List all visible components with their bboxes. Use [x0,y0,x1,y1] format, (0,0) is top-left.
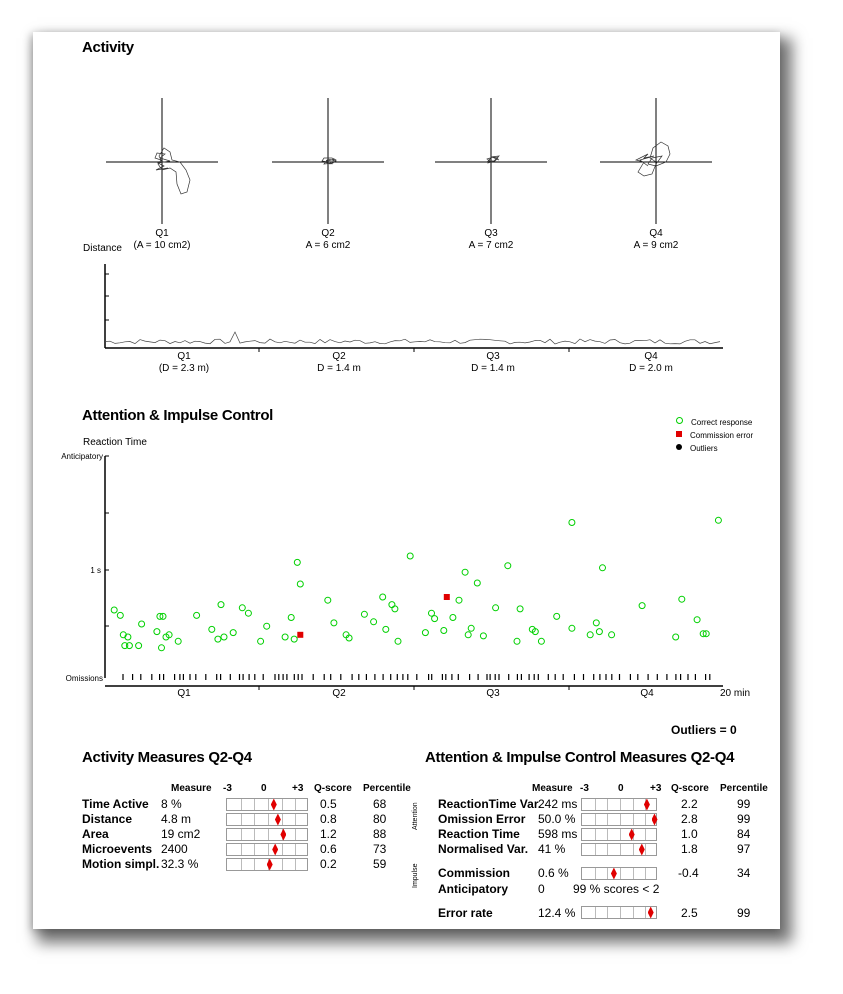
correct-response-point [462,569,468,575]
attention-measure-value: 598 ms [538,827,578,841]
quadrant-label-q2: Q2 [321,228,335,239]
correct-response-point [221,634,227,640]
scale-max-header: +3 [650,783,662,794]
outliers-count: Outliers = 0 [671,723,737,737]
quadrant-area-q2: A = 6 cm2 [305,240,351,251]
activity-q-scale [226,798,308,811]
correct-response-point [441,628,447,634]
correct-response-point [395,638,401,644]
activity-measure-label: Microevents [82,842,153,856]
error-rate-q-scale [581,906,657,919]
activity-percentile: 68 [373,797,387,811]
scale-max-header: +3 [292,783,304,794]
commission-qscore: -0.4 [678,866,699,880]
correct-response-point [480,633,486,639]
commission-error-point [297,632,303,638]
correct-response-point [450,615,456,621]
activity-q-scale [226,828,308,841]
attention-measure-label: Reaction Time [438,827,520,841]
activity-qscore: 1.2 [320,827,337,841]
correct-response-point [239,605,245,611]
commission-label: Commission [438,866,511,880]
y-tick-omissions: Omissions [65,674,103,683]
report-page [33,32,780,929]
attention-measure-value: 50.0 % [538,812,576,826]
correct-response-point [230,630,236,636]
correct-response-point [136,643,142,649]
attention-measure-value: 242 ms [538,797,578,811]
correct-response-point [456,597,462,603]
activity-measure-value: 4.8 m [161,812,192,826]
quadrant-label-q3: Q3 [484,228,498,239]
activity-qscore: 0.5 [320,797,337,811]
correct-response-point [361,611,367,617]
correct-response-point [673,634,679,640]
rt-x-label-q4: Q4 [640,688,654,699]
error-rate-percentile: 99 [737,906,751,920]
correct-response-point [468,625,474,631]
activity-percentile: 59 [373,857,387,871]
correct-response-point [209,626,215,632]
correct-response-point [514,638,520,644]
reaction-time-label: Reaction Time [83,437,147,448]
attention-measure-label: ReactionTime Var. [438,797,542,811]
correct-response-point [371,619,377,625]
attention-group-label: Attention [412,802,419,830]
activity-q-scale [226,843,308,856]
rt-x-label-q2: Q2 [332,688,346,699]
quadrant-area-q4: A = 9 cm2 [633,240,679,251]
correct-response-point [517,606,523,612]
correct-response-point [538,638,544,644]
scale-zero-header: 0 [261,783,267,794]
distance-title: Distance [83,243,122,254]
correct-response-point [554,613,560,619]
correct-response-point [422,630,428,636]
scale-zero-header: 0 [618,783,624,794]
correct-response-point [194,612,200,618]
attention-percentile: 97 [737,842,751,856]
correct-response-point [325,597,331,603]
activity-measure-label: Area [82,827,109,841]
correct-response-point [245,610,251,616]
commission-q-scale [581,867,657,880]
rt-x-end-label: 20 min [720,688,751,699]
correct-response-point [465,632,471,638]
distance-value-q3: D = 1.4 m [471,363,515,374]
attention-qscore: 2.2 [681,797,698,811]
quadrant-area-q1: (A = 10 cm2) [133,240,191,251]
activity-qscore: 0.6 [320,842,337,856]
activity-measures-title: Activity Measures Q2-Q4 [82,749,252,766]
commission-value: 0.6 % [538,866,569,880]
commission-error-point [444,594,450,600]
distance-label-q3: Q3 [486,351,500,362]
correct-response-point [609,632,615,638]
correct-response-point [215,636,221,642]
activity-measure-label: Distance [82,812,133,826]
correct-response-point [639,603,645,609]
correct-response-point [159,645,165,651]
y-tick-1s: 1 s [90,566,101,575]
correct-response-point [587,632,593,638]
attention-percentile: 84 [737,827,751,841]
commission-percentile: 34 [737,866,751,880]
error-rate-label: Error rate [438,906,493,920]
y-tick-anticipatory: Anticipatory [61,452,103,461]
attention-qscore: 1.0 [681,827,698,841]
attention-percentile: 99 [737,812,751,826]
correct-response-point [407,553,413,559]
correct-response-point [569,625,575,631]
attention-qscore: 1.8 [681,842,698,856]
correct-response-point [264,623,270,629]
correct-response-point [679,596,685,602]
measure-header: Measure [171,783,212,794]
anticipatory-note: 99 % scores < 2 [573,882,660,896]
distance-label-q2: Q2 [332,351,346,362]
activity-qscore: 0.2 [320,857,337,871]
distance-label-q4: Q4 [644,351,658,362]
correct-response-point [294,559,300,565]
correct-response-point [432,616,438,622]
activity-measure-value: 32.3 % [161,857,199,871]
activity-percentile: 88 [373,827,387,841]
correct-response-point [505,563,511,569]
correct-response-point [154,629,160,635]
correct-response-point [600,565,606,571]
attention-measure-value: 41 % [538,842,566,856]
activity-measure-label: Time Active [82,797,149,811]
quadrant-area-q3: A = 7 cm2 [468,240,514,251]
activity-title: Activity [82,39,134,56]
correct-response-point [596,629,602,635]
activity-q-scale [226,813,308,826]
percentile-header: Percentile [363,783,411,794]
quadrant-label-q4: Q4 [649,228,663,239]
qscore-header: Q-score [671,783,709,794]
correct-response-point [392,606,398,612]
activity-measure-value: 19 cm2 [161,827,201,841]
impulse-group-label: Impulse [412,863,419,888]
correct-response-point [117,612,123,618]
activity-measure-value: 2400 [161,842,188,856]
rt-x-label-q1: Q1 [177,688,191,699]
distance-value-q4: D = 2.0 m [629,363,673,374]
attention-measure-label: Omission Error [438,812,526,826]
activity-percentile: 80 [373,812,387,826]
attention-percentile: 99 [737,797,751,811]
measure-header: Measure [532,783,573,794]
attention-q-scale [581,843,657,856]
attention-measures-title: Attention & Impulse Control Measures Q2-Q4 [425,749,735,766]
distance-label-q1: Q1 [177,351,191,362]
attention-q-scale [581,813,657,826]
correct-response-point [282,634,288,640]
correct-response-point [569,520,575,526]
correct-response-point [493,605,499,611]
correct-response-point [715,517,721,523]
correct-response-point [139,621,145,627]
activity-qscore: 0.8 [320,812,337,826]
attention-qscore: 2.8 [681,812,698,826]
correct-response-point [218,602,224,608]
correct-response-point [331,620,337,626]
correct-response-point [383,626,389,632]
correct-response-point [288,615,294,621]
activity-percentile: 73 [373,842,387,856]
correct-response-point [593,620,599,626]
attention-measure-label: Normalised Var. [438,842,529,856]
correct-response-point [380,594,386,600]
attention-q-scale [581,828,657,841]
attention-title: Attention & Impulse Control [82,407,274,424]
activity-measure-value: 8 % [161,797,182,811]
quadrant-label-q1: Q1 [155,228,169,239]
correct-response-point [297,581,303,587]
activity-measure-label: Motion simpl. [82,857,160,871]
correct-response-point [474,580,480,586]
rt-x-label-q3: Q3 [486,688,500,699]
distance-value-q1: (D = 2.3 m) [158,363,210,374]
correct-response-point [694,617,700,623]
anticipatory-value: 0 [538,882,545,896]
scale-min-header: -3 [580,783,589,794]
legend-label: Commission error [690,431,754,440]
anticipatory-label: Anticipatory [438,882,509,896]
correct-response-point [291,636,297,642]
error-rate-value: 12.4 % [538,906,576,920]
correct-response-point [175,638,181,644]
legend-label: Outliers [690,444,718,453]
scale-min-header: -3 [223,783,232,794]
qscore-header: Q-score [314,783,352,794]
correct-response-point [389,602,395,608]
percentile-header: Percentile [720,783,768,794]
correct-response-point [258,638,264,644]
reaction-time-chart [33,32,780,732]
distance-value-q2: D = 1.4 m [317,363,361,374]
error-rate-qscore: 2.5 [681,906,698,920]
legend-label: Correct response [691,418,753,427]
correct-response-point [111,607,117,613]
